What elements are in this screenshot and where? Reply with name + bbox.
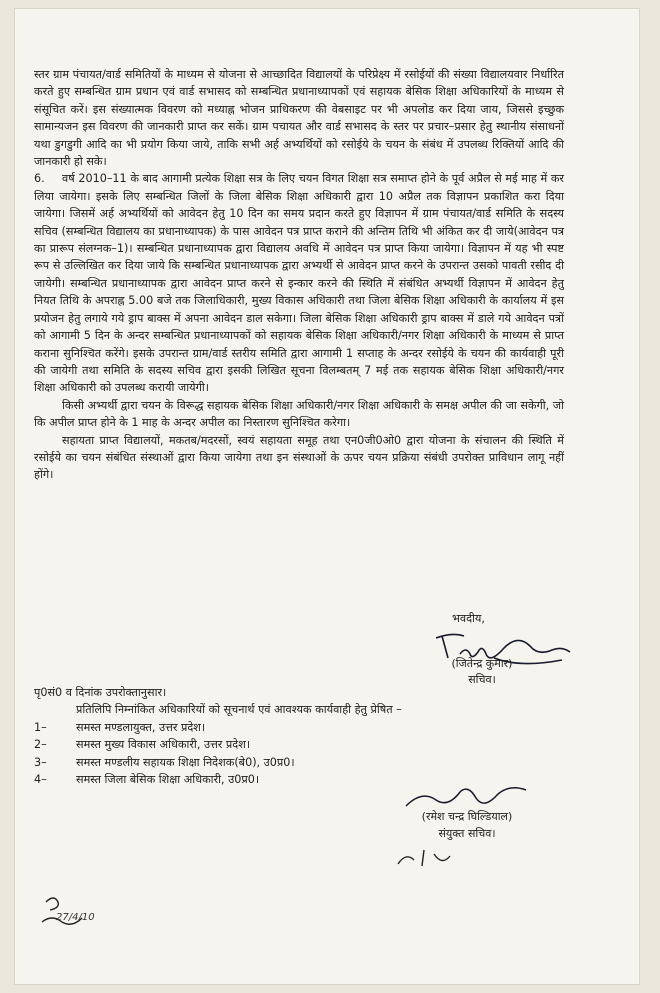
paragraph-aided-schools: सहायता प्राप्त विद्यालयों, मकतब/मदरसों, स्वयं सहायता समूह तथा एन0जी0ओ0 द्वारा योजना के संचालन की स्थिति में रसोईये का चयन संबंधित संस्थाओं द्वारा किया जायेगा तथा इन संस्थाओं के ऊपर चयन प्रक्रिया संबंधी उपरोक्त प्राविधान लागू नहीं होंगे। bbox=[34, 433, 564, 482]
copy-to-section bbox=[34, 684, 574, 788]
handwritten-initials bbox=[36, 892, 106, 932]
closing-salutation: भवदीय, bbox=[452, 612, 485, 625]
letter-page bbox=[14, 8, 640, 985]
signer-title: सचिव। bbox=[468, 673, 496, 686]
reference-line: पृ0सं0 व दिनांक उपरोक्तानुसार। bbox=[34, 686, 167, 699]
list-item: 2– समस्त मुख्य विकास अधिकारी, उत्तर प्रदेश। bbox=[34, 738, 251, 752]
copy-recipients-list bbox=[34, 719, 574, 789]
signer-block-2 bbox=[392, 808, 542, 842]
paragraph-6: 6. वर्ष 2010–11 के बाद आगामी प्रत्येक शिक्षा सत्र के लिए चयन विगत शिक्षा सत्र समाप्त होने के पूर्व अप्रैल से मई माह में कर लिया जायेगा। इसके लिए सम्बन्धित जिलों के जिला बेसिक शिक्षा अधिकारी द्वारा 10 अप्रैल तक विज्ञापन प्रकाशित करा दिया जायेगा। जिसमें अर्ह अभ्यर्थियों को आवेदन हेतु 10 दिन का समय प्रदान करते हुए विज्ञापन में ग्राम पंचायत/वार्ड समिति के सदस्य सचिव (सम्बन्धित विद्यालय का प्रधानाध्यापक) के पास आवेदन पत्र प्राप्त कराने की अन्तिम तिथि भी अंकित कर दी जाये(आवेदन पत्र का प्रारूप संलग्नक–1)। सम्बन्धित प्रधानाध्यापक द्वारा विद्यालय अवधि में आवेदन पत्र प्राप्त किया जायेगा। विज्ञापन में यह भी स्पष्ट रूप से उल्लिखित कर दिया जाये कि सम्बन्धित प्रधानाध्यापक द्वारा अभ्यर्थी से आवेदन प्राप्त करने के उपरान्त उसको पावती रसीद दी जायेगी। सम्बन्धित प्रधानाध्यापक द्वारा आवेदन प्राप्त करने से इन्कार करने की स्थिति में संबंधित अभ्यर्थी विज्ञापन में आवेदन हेतु नियत तिथि के अपराह्न 5.00 बजे तक जिलाधिकारी, मुख्य विकास अधिकारी तथा जिला बेसिक शिक्षा अधिकारी के कार्यालय में इस प्रयोजन हेतु लगाये गये ड्राप बाक्स में अपना आवेदन डाल सकेगा। जिला बेसिक शिक्षा अधिकारी ड्राप बाक्स में डाले गये आवेदन पत्रों को आगामी 5 दिन के अन्दर सम्बन्धित प्रधानाध्यापकों को सहायक बेसिक शिक्षा अधिकारी/नगर शिक्षा अधिकारी के माध्यम से प्राप्त कराना सुनिश्चित करेंगे। इसके उपरान्त ग्राम/वार्ड स्तरीय समिति द्वारा आगामी 1 सप्ताह के अन्दर रसोईये के चयन की कार्यवाही पूरी की जायेगी तथा समिति के सदस्य सचिव द्वारा इसकी लिखित सूचना विलम्बतम् 7 मई तक सहायक बेसिक शिक्षा अधिकारी/नगर शिक्षा अधिकारी को उपलब्ध करायी जायेगी। bbox=[34, 172, 564, 395]
list-item: 4– समस्त जिला बेसिक शिक्षा अधिकारी, उ0प्र0। bbox=[34, 773, 260, 787]
list-item: 3– समस्त मण्डलीय सहायक शिक्षा निदेशक(बे0), उ0प्र0। bbox=[34, 755, 295, 769]
letter-body bbox=[34, 66, 564, 484]
list-item: 1– समस्त मण्डलायुक्त, उत्तर प्रदेश। bbox=[34, 720, 206, 734]
signer-name: (रमेश चन्द्र घिल्डियाल) bbox=[421, 810, 513, 823]
paragraph-appeal: किसी अभ्यर्थी द्वारा चयन के विरूद्ध सहायक बेसिक शिक्षा अधिकारी/नगर शिक्षा अधिकारी के समक्ष अपील की जा सकेगी, जो कि अपील प्राप्त होने के 1 माह के अन्दर अपील का निस्तारण सुनिश्चित करेगा। bbox=[34, 398, 564, 430]
copy-intro: प्रतिलिपि निम्नांकित अधिकारियों को सूचनार्थ एवं आवश्यक कार्यवाही हेतु प्रेषित – bbox=[76, 703, 402, 717]
paragraph-number: 6. bbox=[34, 172, 45, 186]
signer-name: (जितेन्द्र कुमार) bbox=[451, 657, 513, 670]
handwritten-mark bbox=[394, 846, 454, 870]
initials-date: 27/4/10 bbox=[56, 912, 95, 923]
signer-title: संयुक्त सचिव। bbox=[438, 827, 496, 840]
paragraph-1: स्तर ग्राम पंचायत/वार्ड समितियों के माध्यम से योजना से आच्छादित विद्यालयों के परिप्रेक्ष्य में रसोईयों की संख्या विद्यालयवार निर्धारित करते हुए सम्बन्धित ग्राम प्रधान एवं वार्ड सभासद को सम्बन्धित प्रधानाध्यापकों एवं सहायक बेसिक शिक्षा अधिकारियों के माध्यम से संसूचित करें। इस संख्यात्मक विवरण को मध्याह्न भोजन प्राधिकरण की वेबसाइट पर भी अपलोड कर दिया जाय, जिससे इच्छुक सामान्यजन इस विवरण की जानकारी प्राप्त कर सकें। ग्राम पचायत और वार्ड सभासद के स्तर पर प्रचार–प्रसार हेतु स्थानीय संसाधनों यथा डुगडुगी आदि का भी प्रयोग किया जाये, ताकि सभी अर्ह अभ्यर्थियों को रसोईये के चयन के संबंध में उपलब्ध रिक्तियों आदि की जानकारी हो सके। bbox=[34, 68, 564, 169]
